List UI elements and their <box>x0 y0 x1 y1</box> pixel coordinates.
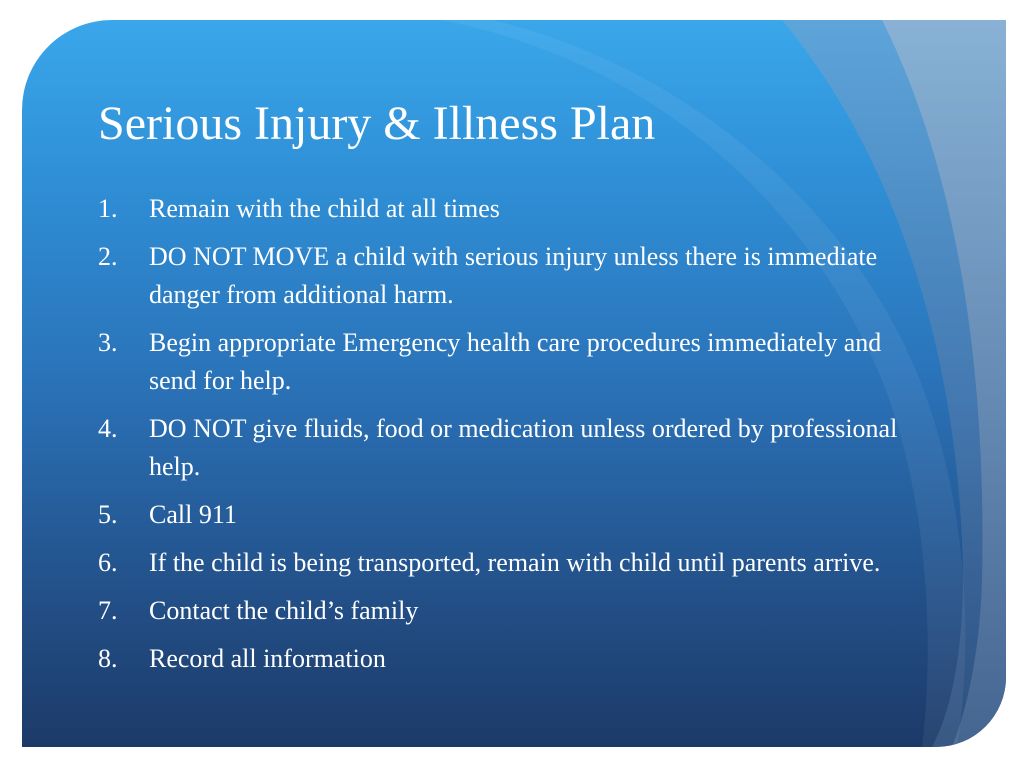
list-item-text: DO NOT give fluids, food or medication unless ordered by professional help. <box>149 414 898 481</box>
list-item <box>98 324 898 400</box>
list-item <box>98 544 898 582</box>
list-item-number: 2. <box>98 242 118 271</box>
list-item-text: Begin appropriate Emergency health care procedures immediately and send for help. <box>149 328 882 395</box>
steps-list <box>98 190 898 688</box>
list-item-number: 8. <box>98 644 118 673</box>
list-item-number: 4. <box>98 414 118 443</box>
list-item-text: Call 911 <box>149 500 237 529</box>
list-item <box>98 238 898 314</box>
list-item-text: Record all information <box>149 644 386 673</box>
list-item <box>98 410 898 486</box>
list-item-number: 1. <box>98 194 118 223</box>
list-item-text: DO NOT MOVE a child with serious injury unless there is immediate danger from additional harm. <box>149 242 878 309</box>
list-item-text: Remain with the child at all times <box>149 194 500 223</box>
list-item <box>98 190 898 228</box>
list-item-text: Contact the child’s family <box>149 596 419 625</box>
list-item <box>98 640 898 678</box>
slide <box>22 20 1006 747</box>
slide-title: Serious Injury & Illness Plan <box>98 97 656 150</box>
list-item <box>98 592 898 630</box>
list-item-text: If the child is being transported, remain with child until parents arrive. <box>149 548 881 577</box>
list-item-number: 3. <box>98 328 118 357</box>
list-item-number: 5. <box>98 500 118 529</box>
list-item <box>98 496 898 534</box>
list-item-number: 6. <box>98 548 118 577</box>
list-item-number: 7. <box>98 596 118 625</box>
